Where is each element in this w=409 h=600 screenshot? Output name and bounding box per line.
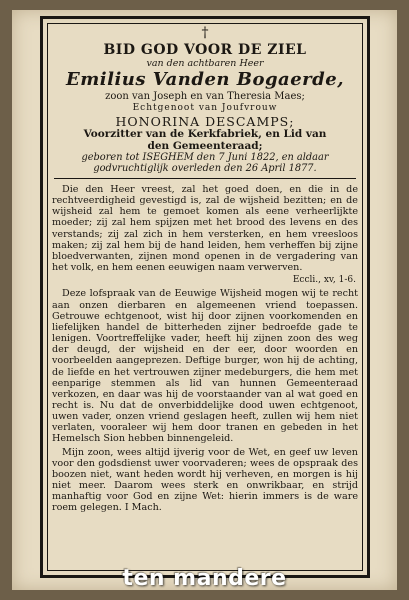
parents-line: zoon van Joseph en van Theresia Maes; (105, 91, 305, 102)
role-line-1: Voorzitter van de Kerkfabriek, en Lid van (83, 128, 327, 140)
closing-paragraph: Mijn zoon, wees altijd ijverig voor de Wet, en geef uw leven voor den godsdienst uwer voorvaderen; wees de opspraak des boozen niet, want heden wordt hij verheven, en morgen is hij niet meer. Daarom wees sterk en onwrikbaar, en strijd manhaftig voor God en zijne Wet: hierin immers is de ware roem gelegen. I Mach. (52, 446, 358, 514)
spouse-intro: Echtgenoot van Joufvrouw (132, 103, 278, 113)
deceased-name: Emilius Vanden Bogaerde, (66, 69, 344, 90)
spouse-name: HONORINA DESCAMPS; (115, 114, 295, 129)
scripture-citation: Eccli., xv, 1-6. (292, 275, 356, 286)
scripture-paragraph: Die den Heer vreest, zal het goed doen, en die in de rechtveerdigheid gevestigd is, zal de wijsheid bezitten; en de wijsheid zal hem te gemoet komen als eene verheerlijkte moeder; zij zal hem spijzen met het brood des levens en des verstands; zij zal zich in hem versterken, en hem vreesloos maken; zij zal hem bij de hand leiden, hem verheffen bij zijne bloedverwanten, zijnen mond openen in de vergadering van het volk, en hem eenen eeuwigen naam verwerven. (52, 184, 358, 274)
prayer-heading: BID GOD VOOR DE ZIEL (103, 42, 307, 58)
divider (54, 178, 356, 179)
watermark-text: ten mandere (122, 566, 287, 591)
subtitle: van den achtbaren Heer (146, 58, 264, 69)
cross-icon: † (201, 25, 209, 41)
eulogy-paragraph: Deze lofspraak van de Eeuwige Wijsheid mogen wij te recht aan onzen dierbaren en algemeenen vriend toepassen. Getrouwe echtgenoot, wist hij door zijnen voorkomenden en liefelijken handel de bitterheden zijner bedroefde gade te lenigen. Voortreffelijke vader, heeft hij zijnen zoon des weg der deugd, der wijsheid en der eer, door woorden en voorbeelden aangeprezen. Deftige burger, won hij de achting, de liefde en het vertrouwen zijner medeburgers, die hem met eenparige stemmen als lid van hunnen Gemeenteraad verkozen, en daar was hij de voorstaander van al wat goed en recht is. Nu dat de onverbiddelijke dood uwen echtgenoot, uwen vader, onzen vriend geslagen heeft, zullen wij hem niet verlaten, vooraleer wij hem door tranen en gebeden in het Hemelsch Sion hebben binnengeleid. (52, 288, 358, 445)
dates-line-1: geboren tot ISEGHEM den 7 Juni 1822, en aldaar (81, 152, 329, 163)
card-content (52, 26, 358, 516)
dates-line-2: godvruchtiglijk overleden den 26 April 1877. (93, 163, 317, 174)
role-line-2: den Gemeenteraad; (147, 139, 263, 152)
body-text (52, 184, 358, 514)
